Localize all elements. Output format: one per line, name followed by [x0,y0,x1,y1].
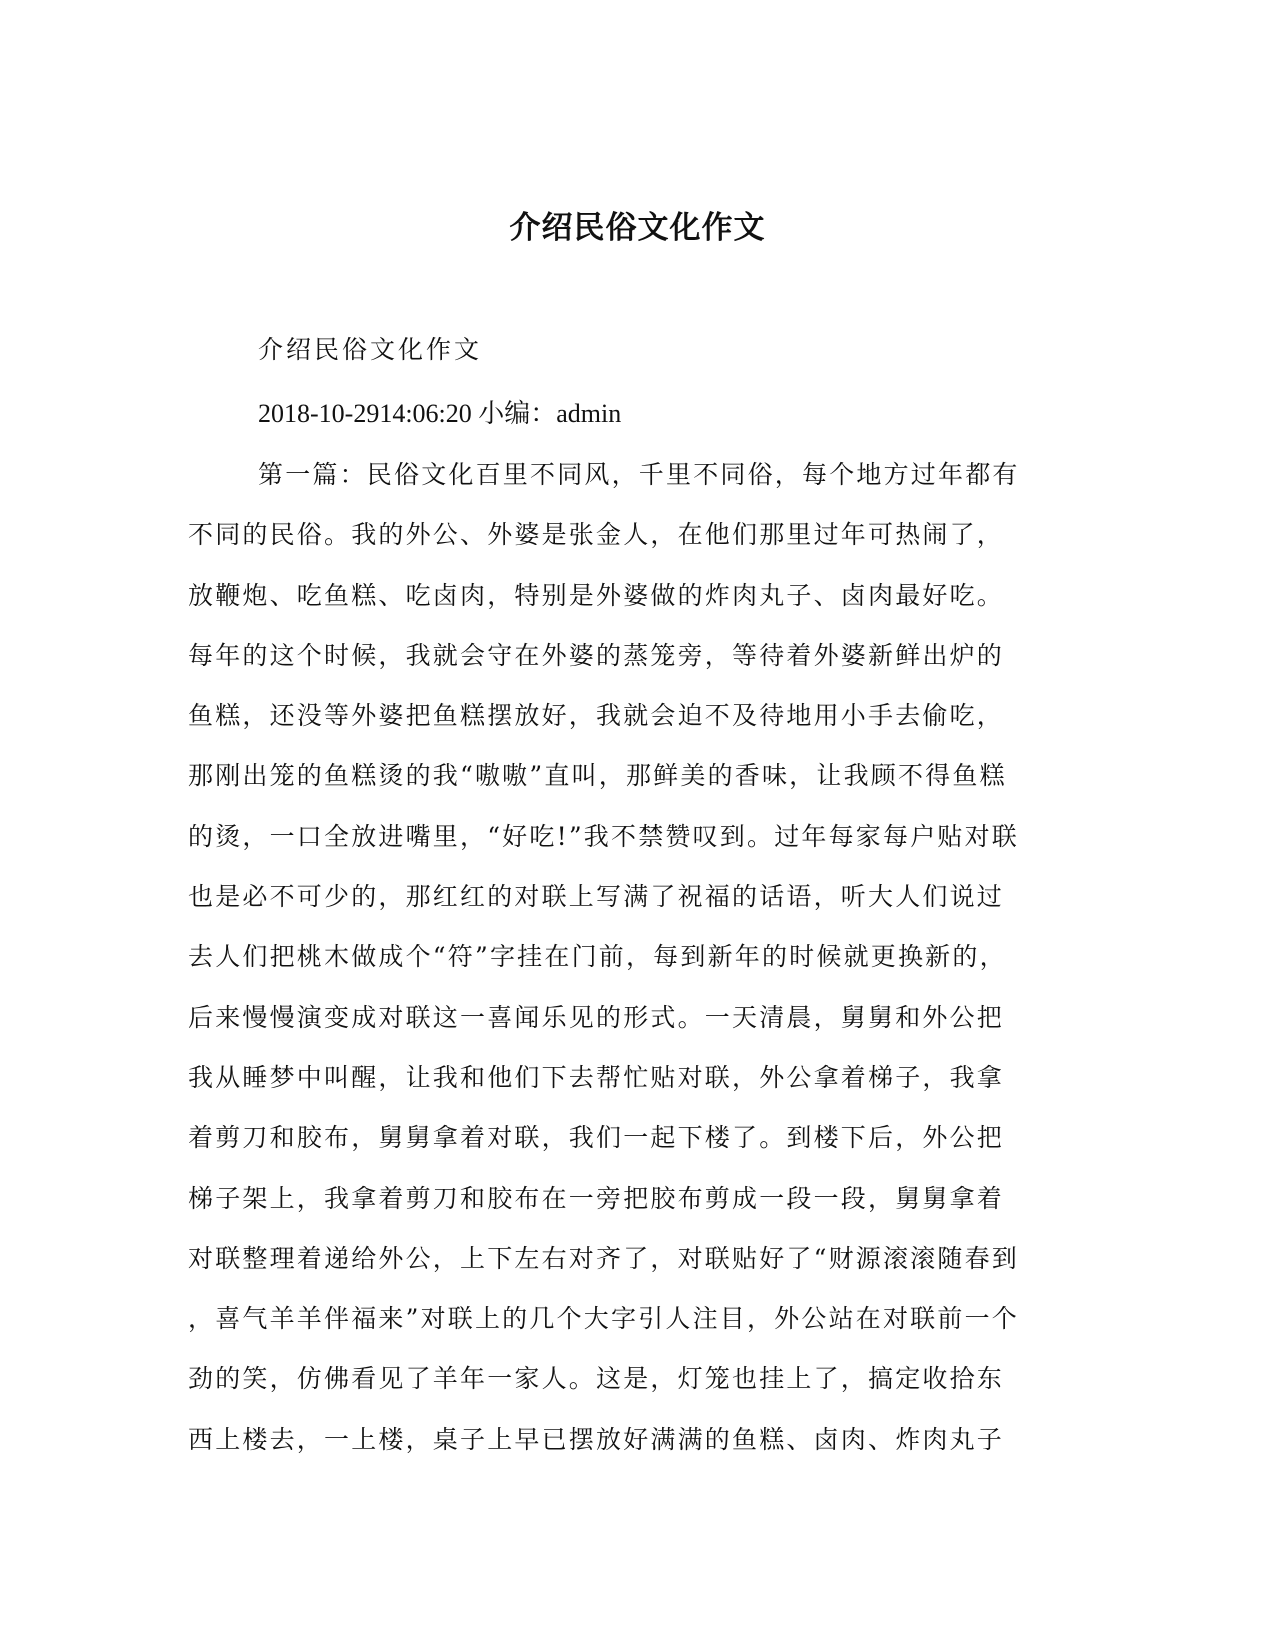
body-line: 对联整理着递给外公，上下左右对齐了，对联贴好了“财源滚滚随春到 [188,1243,1019,1273]
article-body [188,452,1068,1477]
body-line: 去人们把桃木做成个“符”字挂在门前，每到新年的时候就更换新的， [188,942,1007,972]
body-line: 也是必不可少的，那红红的对联上写满了祝福的话语，听大人们说过 [188,882,1005,912]
body-line: 劲的笑，仿佛看见了羊年一家人。这是，灯笼也挂上了，搞定收拾东 [188,1364,1005,1394]
document-subtitle: 介绍民俗文化作文 [258,335,483,364]
body-line: 放鞭炮、吃鱼糕、吃卤肉，特别是外婆做的炸肉丸子、卤肉最好吃。 [188,580,1005,610]
body-line: 着剪刀和胶布，舅舅拿着对联，我们一起下楼了。到楼下后，外公把 [188,1123,1005,1153]
body-line: ，喜气羊羊伴福来”对联上的几个大字引人注目，外公站在对联前一个 [188,1304,1019,1334]
document-title: 介绍民俗文化作文 [509,210,766,246]
body-line: 梯子架上，我拿着剪刀和胶布在一旁把胶布剪成一段一段，舅舅拿着 [188,1183,1005,1213]
body-line: 鱼糕，还没等外婆把鱼糕摆放好，我就会迫不及待地用小手去偷吃， [188,701,1005,731]
body-line: 的烫，一口全放进嘴里，“好吃!”我不禁赞叹到。过年每家每户贴对联 [188,821,1020,851]
body-line: 第一篇：民俗文化百里不同风，千里不同俗，每个地方过年都有 [258,460,1020,489]
body-line: 我从睡梦中叫醒，让我和他们下去帮忙贴对联，外公拿着梯子，我拿 [188,1062,1005,1092]
body-line: 后来慢慢演变成对联这一喜闻乐见的形式。一天清晨，舅舅和外公把 [188,1002,1005,1032]
post-meta: 2018-10-2914:06:20 小编：admin [258,399,622,428]
body-line: 每年的这个时候，我就会守在外婆的蒸笼旁，等待着外婆新鲜出炉的 [188,640,1005,670]
body-line: 西上楼去，一上楼，桌子上早已摆放好满满的鱼糕、卤肉、炸肉丸子 [188,1424,1005,1454]
body-line: 那刚出笼的鱼糕烫的我“嗷嗷”直叫，那鲜美的香味，让我顾不得鱼糕 [188,761,1007,791]
body-line: 不同的民俗。我的外公、外婆是张金人，在他们那里过年可热闹了， [188,520,1005,550]
